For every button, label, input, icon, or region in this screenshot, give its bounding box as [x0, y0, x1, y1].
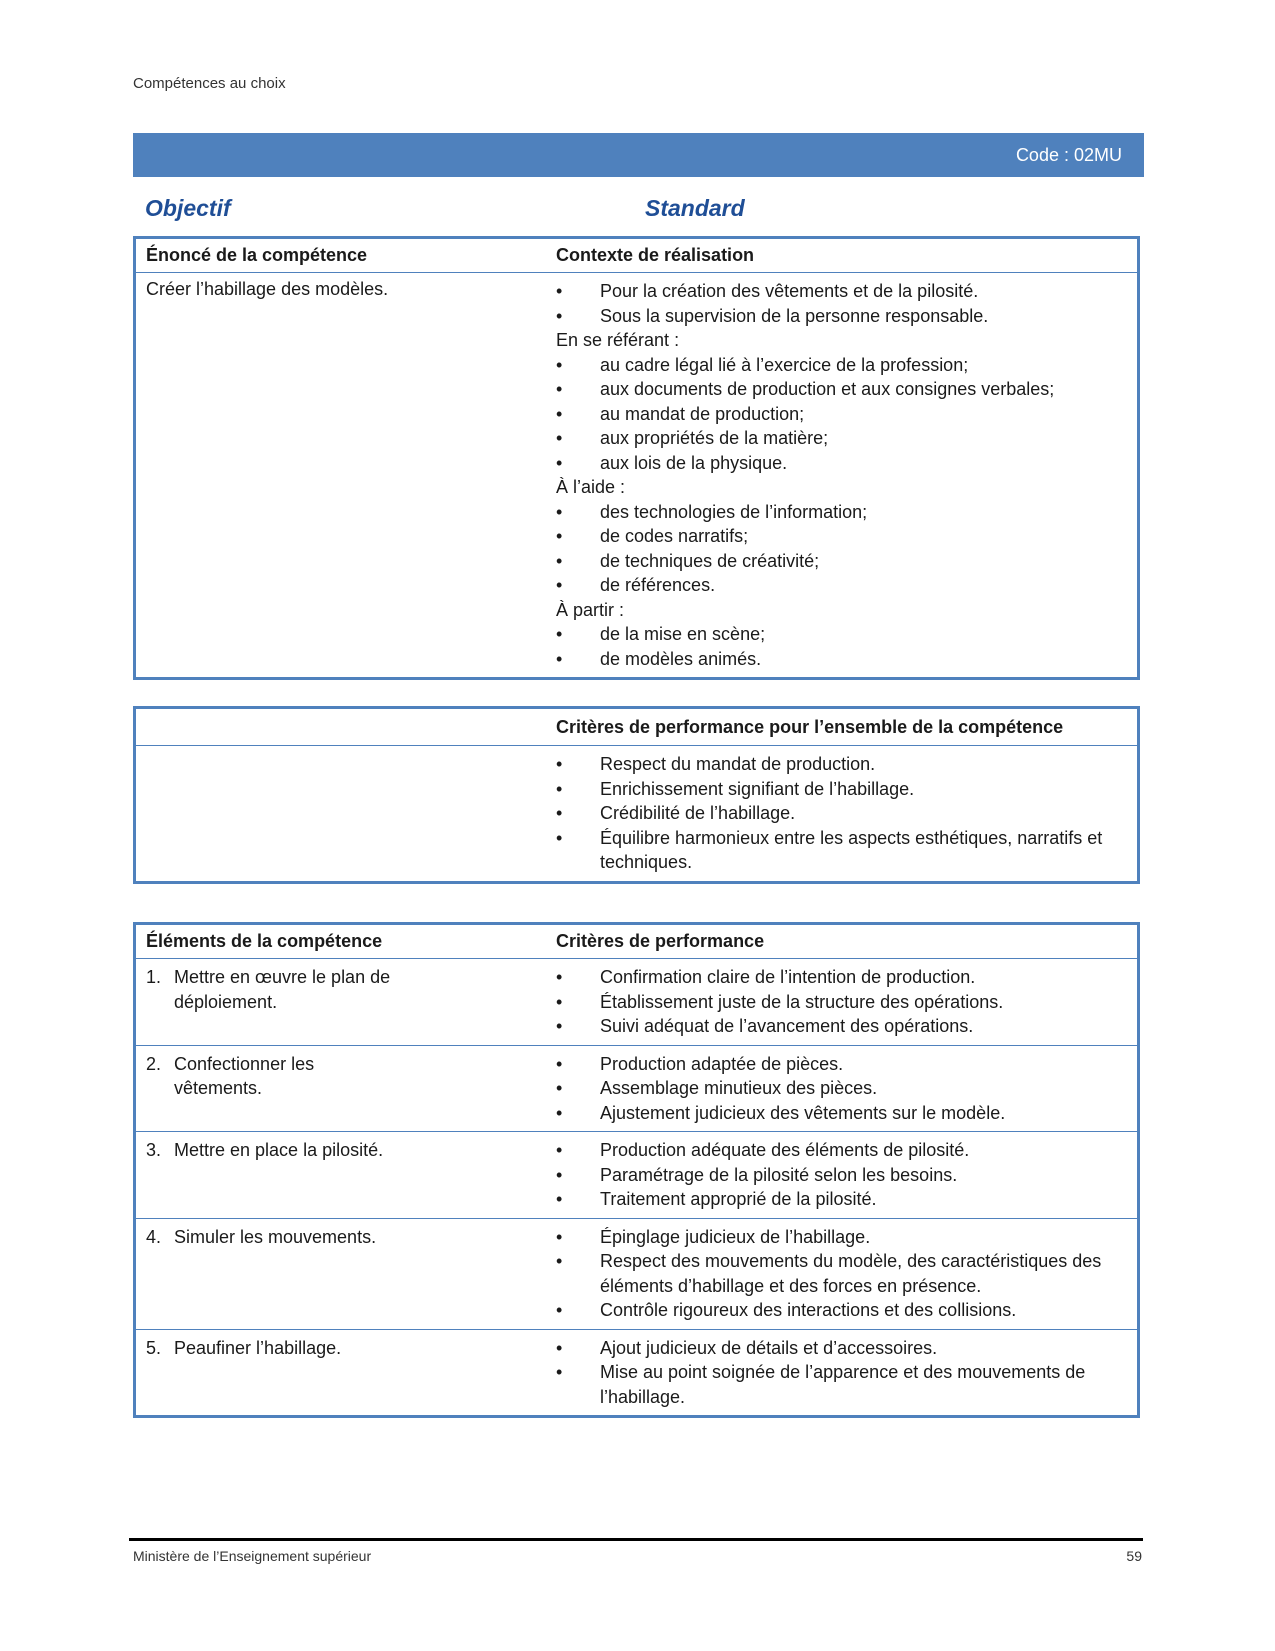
footer-rule — [129, 1538, 1143, 1541]
element-criteria — [556, 1330, 1137, 1416]
context-item: • de la mise en scène; — [556, 622, 1127, 647]
table-row — [136, 1218, 1137, 1329]
standard-heading: Standard — [645, 195, 745, 221]
context-header: Contexte de réalisation — [556, 245, 755, 265]
running-header: Compétences au choix — [133, 75, 286, 92]
context-item: • Sous la supervision de la personne responsable. — [556, 304, 1127, 329]
context-item: • au mandat de production; — [556, 402, 1127, 427]
element-number: 2. — [146, 1053, 162, 1074]
overall-criteria-list — [556, 746, 1137, 881]
element-number: 3. — [146, 1140, 162, 1160]
context-item: • Pour la création des vêtements et de la pilosité. — [556, 279, 1127, 304]
context-item: • aux lois de la physique. — [556, 451, 1127, 476]
context-sublabel: À l’aide : — [556, 477, 626, 497]
context-item: • aux documents de production et aux consignes verbales; — [556, 377, 1127, 402]
elements-criteria-table — [133, 922, 1140, 1418]
element-text: Confectionner les vêtements. — [174, 1053, 315, 1098]
overall-criteria-header: Critères de performance pour l’ensemble de la compétence — [556, 717, 1064, 737]
statement-header: Énoncé de la compétence — [146, 245, 368, 265]
performance-criterion: • Ajustement judicieux des vêtements sur le modèle. — [556, 1101, 1127, 1126]
competency-element — [136, 1219, 556, 1329]
element-text: Mettre en œuvre le plan de déploiement. — [174, 967, 391, 1012]
performance-criterion: • Paramétrage de la pilosité selon les besoins. — [556, 1163, 1127, 1188]
table-row — [136, 958, 1137, 1045]
overall-criterion: • Équilibre harmonieux entre les aspects esthétiques, narratifs et techniques. — [556, 826, 1127, 875]
overall-criteria-table — [133, 706, 1140, 884]
performance-criterion: • Établissement juste de la structure des opérations. — [556, 990, 1127, 1015]
context-bullet-list — [556, 353, 1127, 476]
context-bullet-list — [556, 279, 1127, 328]
element-text: Simuler les mouvements. — [174, 1226, 377, 1247]
context-item: • de codes narratifs; — [556, 524, 1127, 549]
performance-criterion: • Épinglage judicieux de l’habillage. — [556, 1225, 1127, 1250]
performance-criterion: • Contrôle rigoureux des interactions et des collisions. — [556, 1298, 1127, 1323]
element-number: 4. — [146, 1226, 162, 1247]
context-item: • au cadre légal lié à l’exercice de la profession; — [556, 353, 1127, 378]
context-item: • de modèles animés. — [556, 647, 1127, 672]
context-bullet-list — [556, 500, 1127, 598]
table-header-row — [136, 239, 1137, 272]
empty-cell — [136, 709, 556, 745]
table-row — [136, 1131, 1137, 1218]
context-list — [556, 273, 1137, 677]
objective-standard-row — [145, 195, 1145, 225]
competency-element — [136, 959, 556, 1045]
elements-header: Éléments de la compétence — [146, 931, 383, 951]
code-bar — [133, 133, 1144, 177]
competency-code: Code : 02MU — [1015, 145, 1122, 165]
performance-criterion: • Suivi adéquat de l’avancement des opérations. — [556, 1014, 1127, 1039]
overall-criterion: • Crédibilité de l’habillage. — [556, 801, 1127, 826]
performance-criterion: • Respect des mouvements du modèle, des caractéristiques des éléments d’habillage et des forces en présence. — [556, 1249, 1127, 1298]
element-number: 5. — [146, 1337, 162, 1358]
performance-criterion: • Ajout judicieux de détails et d’accessoires. — [556, 1336, 1127, 1361]
overall-criterion: • Respect du mandat de production. — [556, 752, 1127, 777]
table-row — [136, 1045, 1137, 1132]
criteria-header: Critères de performance — [556, 931, 765, 951]
statement-context-table — [133, 236, 1140, 680]
table-header-row — [136, 709, 1137, 745]
element-criteria — [556, 1132, 1137, 1218]
context-item: • aux propriétés de la matière; — [556, 426, 1127, 451]
performance-criterion: • Production adéquate des éléments de pilosité. — [556, 1138, 1127, 1163]
context-item: • de références. — [556, 573, 1127, 598]
element-criteria — [556, 959, 1137, 1045]
objective-heading: Objectif — [145, 195, 231, 221]
element-text: Mettre en place la pilosité. — [174, 1140, 384, 1160]
performance-criterion: • Mise au point soignée de l’apparence et des mouvements de l’habillage. — [556, 1360, 1127, 1409]
empty-cell — [136, 746, 556, 881]
table-header-row — [136, 925, 1137, 958]
competency-element — [136, 1046, 556, 1132]
competency-statement: Créer l’habillage des modèles. — [146, 279, 389, 299]
performance-criterion: • Assemblage minutieux des pièces. — [556, 1076, 1127, 1101]
element-number: 1. — [146, 967, 162, 987]
context-item: • des technologies de l’information; — [556, 500, 1127, 525]
table-row — [136, 1329, 1137, 1416]
performance-criterion: • Traitement approprié de la pilosité. — [556, 1187, 1127, 1212]
competency-element — [136, 1330, 556, 1416]
performance-criterion: • Production adaptée de pièces. — [556, 1052, 1127, 1077]
performance-criterion: • Confirmation claire de l’intention de production. — [556, 965, 1127, 990]
element-criteria — [556, 1219, 1137, 1329]
page-number: 59 — [1126, 1548, 1142, 1564]
footer-ministry: Ministère de l’Enseignement supérieur — [133, 1548, 372, 1564]
context-item: • de techniques de créativité; — [556, 549, 1127, 574]
overall-criterion: • Enrichissement signifiant de l’habillage. — [556, 777, 1127, 802]
competency-element — [136, 1132, 556, 1218]
table-row — [136, 745, 1137, 881]
element-text: Peaufiner l’habillage. — [174, 1337, 342, 1358]
context-bullet-list — [556, 622, 1127, 671]
element-criteria — [556, 1046, 1137, 1132]
context-sublabel: En se référant : — [556, 330, 680, 350]
table-row — [136, 272, 1137, 677]
context-sublabel: À partir : — [556, 599, 625, 620]
